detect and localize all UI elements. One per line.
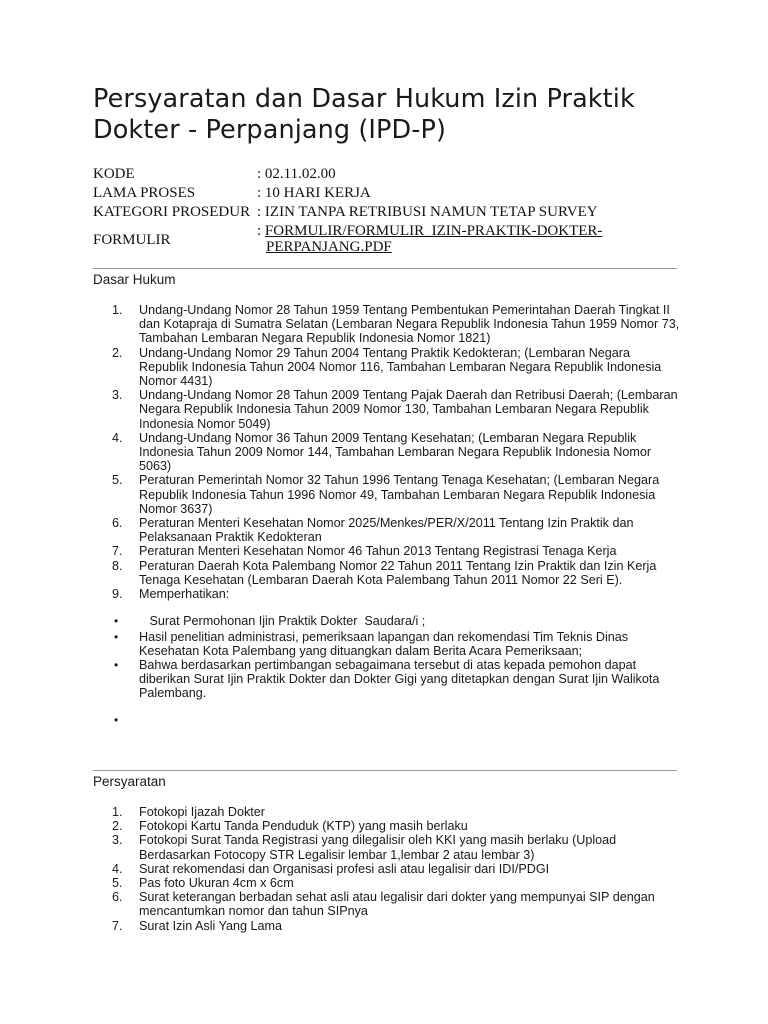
meta-value-kode: : 02.11.02.00 (257, 166, 336, 182)
list-item-number: 7. (112, 918, 123, 933)
list-item (112, 833, 682, 861)
list-item (112, 388, 682, 431)
list-item-number: 6. (112, 516, 123, 531)
list-item-number: 4. (112, 861, 123, 876)
list-item (112, 862, 682, 876)
divider-dasar-hukum (93, 268, 677, 269)
list-item (112, 473, 682, 516)
list-item-number: 7. (112, 544, 123, 559)
page-title-line-2: Dokter - Perpanjang (IPD-P) (93, 115, 447, 145)
list-item (112, 346, 682, 389)
formulir-prefix: : (257, 223, 265, 239)
list-item-text: Undang-Undang Nomor 28 Tahun 1959 Tentang Pembentukan Pemerintahan Daerah Tingkat II dan Kotapraja di Sumatra Selatan (Lembaran Negara Republik Indonesia Tahun 1959 Nomor 73, Tambahan Lembaran Negara Republik Indonesia Nomor 1821) (139, 303, 680, 346)
bullet-text: Hasil penelitian administrasi, pemeriksaan lapangan dan rekomendasi Tim Teknis Dinas Kesehatan Kota Palembang yang dituangkan dalam Berita Acara Pemeriksaan; (139, 630, 629, 659)
list-item-text: Pas foto Ukuran 4cm x 6cm (139, 876, 294, 891)
meta-label-formulir: FORMULIR (93, 232, 171, 248)
bullet-text: Bahwa berdasarkan pertimbangan sebagaimana tersebut di atas kepada pemohon dapat diberikan Surat Ijin Praktik Dokter dan Dokter Gigi yang ditetapkan dengan Surat Ijin Walikota Palembang. (139, 658, 660, 701)
list-item (112, 516, 682, 544)
section-heading-dasar-hukum: Dasar Hukum (93, 272, 176, 287)
page-title-line-1: Persyaratan dan Dasar Hukum Izin Praktik (93, 84, 635, 114)
list-item (112, 805, 682, 819)
list-item (112, 559, 682, 587)
formulir-link-line-1[interactable]: FORMULIR/FORMULIR_IZIN-PRAKTIK-DOKTER- (264, 223, 603, 239)
list-item (112, 431, 682, 474)
list-item-number: 9. (112, 587, 123, 602)
list-item-number: 6. (112, 890, 123, 905)
list-item-text: Fotokopi Surat Tanda Registrasi yang dilegalisir oleh KKI yang masih berlaku (Upload Berdasarkan Fotocopy STR Legalisir lembar 1,lembar 2 atau lembar 3) (139, 833, 617, 862)
list-item (112, 919, 682, 933)
list-item (112, 544, 682, 558)
list-item-text: Surat Izin Asli Yang Lama (139, 918, 283, 933)
meta-value-kategori: : IZIN TANPA RETRIBUSI NAMUN TETAP SURVEY (257, 204, 598, 220)
list-item-text: Peraturan Daerah Kota Palembang Nomor 22 Tahun 2011 Tentang Izin Praktik dan Izin Kerja Tenaga Kesehatan (Lembaran Daerah Kota Palembang Tahun 2011 Nomor 22 Seri E). (139, 558, 657, 587)
list-item-number: 1. (112, 303, 123, 317)
dasar-hukum-list (112, 303, 682, 601)
page-title (93, 84, 693, 146)
bullet-marker: • (114, 713, 119, 727)
meta-label-kode: KODE (93, 166, 135, 182)
meta-label-kategori: KATEGORI PROSEDUR (93, 204, 251, 220)
bullet-text: Surat Permohonan Ijin Praktik Dokter Saudara/i ; (139, 614, 426, 628)
list-item (112, 303, 682, 346)
list-item-number: 8. (112, 558, 123, 573)
list-item-number: 2. (112, 345, 123, 360)
list-item-text: Surat keterangan berbadan sehat asli atau legalisir dari dokter yang mempunyai SIP dengan mencantumkan nomor dan tahun SIPnya (139, 890, 655, 919)
list-item-text: Undang-Undang Nomor 29 Tahun 2004 Tentang Praktik Kedokteran; (Lembaran Negara Republik Indonesia Tahun 2004 Nomor 116, Tambahan Lembaran Negara Republik Indonesia Nomor 4431) (139, 345, 662, 389)
section-heading-persyaratan: Persyaratan (93, 774, 166, 789)
list-item (112, 819, 682, 833)
list-item-number: 1. (112, 805, 123, 819)
list-item-text: Memperhatikan: (139, 587, 230, 602)
bullet-marker: • (114, 614, 119, 628)
list-item (112, 587, 682, 601)
list-item-text: Fotokopi Ijazah Dokter (139, 805, 265, 819)
bullet-marker: • (114, 658, 119, 672)
formulir-link-line-2[interactable]: PERPANJANG.PDF (266, 239, 392, 255)
list-item-text: Undang-Undang Nomor 28 Tahun 2009 Tentang Pajak Daerah dan Retribusi Daerah; (Lembaran Negara Republik Indonesia Tahun 2009 Nomor 130, Tambahan Lembaran Negara Republik Indonesia Nomor 5049) (139, 388, 678, 431)
meta-label-lama-proses: LAMA PROSES (93, 185, 196, 201)
list-item-text: Undang-Undang Nomor 36 Tahun 2009 Tentang Kesehatan; (Lembaran Negara Republik Indonesia Tahun 2009 Nomor 144, Tambahan Lembaran Negara Republik Indonesia Nomor 5063) (139, 430, 652, 474)
list-item (112, 876, 682, 890)
list-item-text: Fotokopi Kartu Tanda Penduduk (KTP) yang masih berlaku (139, 819, 468, 834)
list-item-text: Surat rekomendasi dan Organisasi profesi asli atau legalisir dari IDI/PDGI (139, 861, 550, 876)
list-item-number: 3. (112, 388, 123, 403)
list-item-number: 3. (112, 833, 123, 848)
meta-value-lama-proses: : 10 HARI KERJA (257, 185, 371, 201)
bullet-marker: • (114, 630, 119, 644)
persyaratan-list (112, 805, 682, 933)
list-item-text: Peraturan Menteri Kesehatan Nomor 2025/Menkes/PER/X/2011 Tentang Izin Praktik dan Pelaksanaan Praktik Kedokteran (139, 516, 634, 545)
divider-persyaratan (93, 770, 677, 771)
list-item-number: 5. (112, 473, 123, 488)
list-item-number: 4. (112, 430, 123, 445)
list-item-number: 2. (112, 819, 123, 834)
list-item-text: Peraturan Pemerintah Nomor 32 Tahun 1996 Tentang Tenaga Kesehatan; (Lembaran Negara Republik Indonesia Tahun 1996 Nomor 49, Tambahan Lembaran Negara Republik Indonesia Nomor 3637) (139, 473, 660, 516)
list-item (112, 890, 682, 918)
list-item-number: 5. (112, 876, 123, 891)
list-item-text: Peraturan Menteri Kesehatan Nomor 46 Tahun 2013 Tentang Registrasi Tenaga Kerja (139, 544, 617, 559)
